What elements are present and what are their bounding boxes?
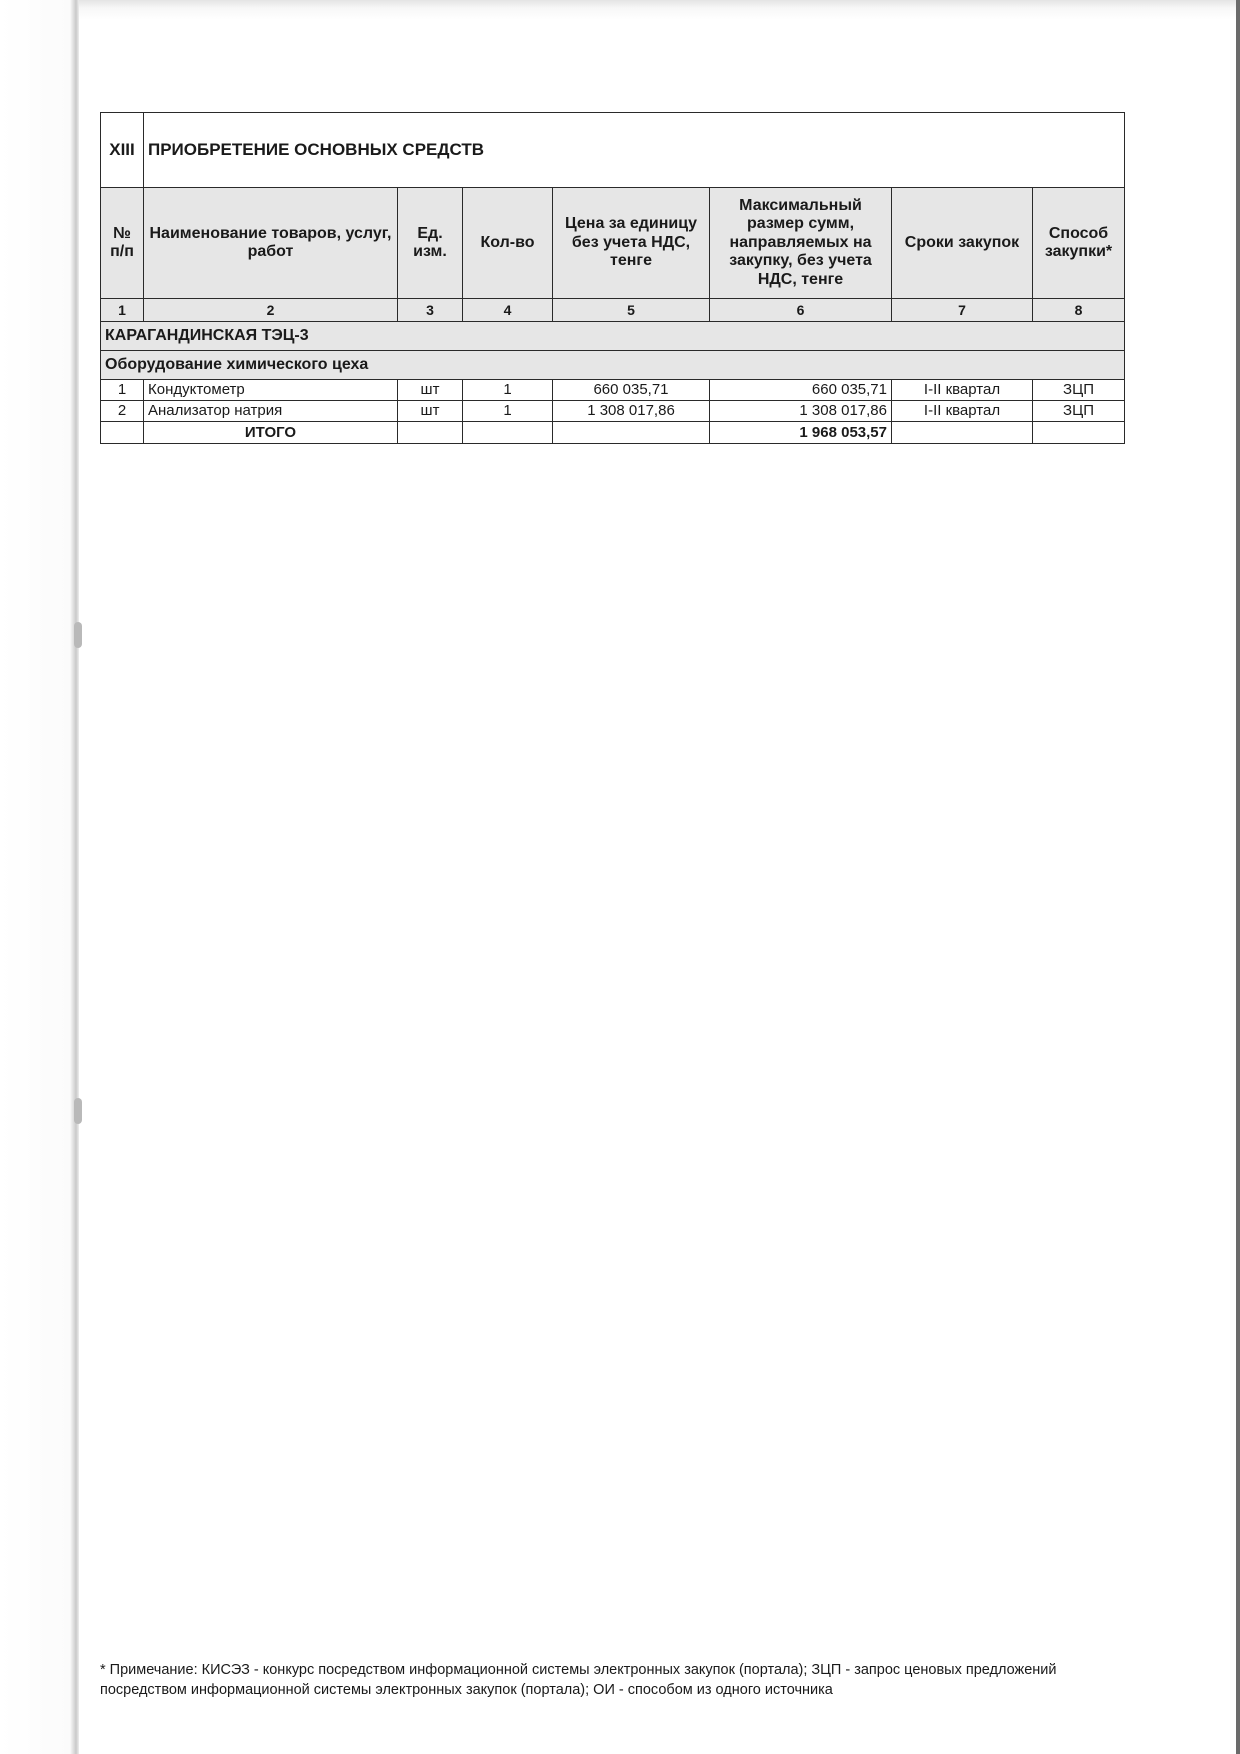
column-number: 4 xyxy=(463,299,553,322)
organization-row xyxy=(101,322,1125,351)
total-empty-cell xyxy=(398,422,463,444)
item-unit-price: 1 308 017,86 xyxy=(553,401,710,422)
column-header: Наименование товаров, услуг, работ xyxy=(144,188,398,299)
section-header-row xyxy=(101,113,1125,188)
punch-hole-mark xyxy=(74,1098,82,1124)
column-number: 1 xyxy=(101,299,144,322)
organization-name: КАРАГАНДИНСКАЯ ТЭЦ-3 xyxy=(101,322,1125,351)
column-number: 2 xyxy=(144,299,398,322)
scan-top-edge xyxy=(79,0,1240,20)
column-header: Сроки закупок xyxy=(892,188,1033,299)
column-number: 6 xyxy=(710,299,892,322)
item-max-amount: 1 308 017,86 xyxy=(710,401,892,422)
row-number: 2 xyxy=(101,401,144,422)
column-number: 3 xyxy=(398,299,463,322)
item-unit-price: 660 035,71 xyxy=(553,380,710,401)
table-row xyxy=(101,401,1125,422)
total-empty-cell xyxy=(892,422,1033,444)
group-row xyxy=(101,351,1125,380)
item-period: I-II квартал xyxy=(892,380,1033,401)
item-unit: шт xyxy=(398,380,463,401)
total-empty-cell xyxy=(101,422,144,444)
total-empty-cell xyxy=(553,422,710,444)
column-header: Способ закупки* xyxy=(1033,188,1125,299)
total-amount: 1 968 053,57 xyxy=(710,422,892,444)
scan-right-edge xyxy=(1236,0,1240,1754)
column-number: 8 xyxy=(1033,299,1125,322)
total-row xyxy=(101,422,1125,444)
item-quantity: 1 xyxy=(463,380,553,401)
section-title: ПРИОБРЕТЕНИЕ ОСНОВНЫХ СРЕДСТВ xyxy=(144,113,1125,188)
table-header-row xyxy=(101,188,1125,299)
total-empty-cell xyxy=(1033,422,1125,444)
item-max-amount: 660 035,71 xyxy=(710,380,892,401)
column-number: 5 xyxy=(553,299,710,322)
row-number: 1 xyxy=(101,380,144,401)
item-name: Кондуктометр xyxy=(144,380,398,401)
total-empty-cell xyxy=(463,422,553,444)
item-method: ЗЦП xyxy=(1033,380,1125,401)
column-header: Максимальный размер сумм, направляемых на закупку, без учета НДС, тенге xyxy=(710,188,892,299)
column-number-row xyxy=(101,299,1125,322)
item-period: I-II квартал xyxy=(892,401,1033,422)
group-name: Оборудование химического цеха xyxy=(101,351,1125,380)
column-number: 7 xyxy=(892,299,1033,322)
total-label: ИТОГО xyxy=(144,422,398,444)
item-method: ЗЦП xyxy=(1033,401,1125,422)
footnote: * Примечание: КИСЭЗ - конкурс посредством информационной системы электронных закупок (портала); ЗЦП - запрос ценовых предложений посредством информационной системы электронных закупок (портала); ОИ - способом из одного источника xyxy=(100,1662,1057,1698)
punch-hole-mark xyxy=(74,622,82,648)
section-number: XIII xyxy=(101,113,144,188)
procurement-table xyxy=(100,112,1125,444)
item-name: Анализатор натрия xyxy=(144,401,398,422)
item-unit: шт xyxy=(398,401,463,422)
column-header: Кол-во xyxy=(463,188,553,299)
column-header: Цена за единицу без учета НДС, тенге xyxy=(553,188,710,299)
scan-left-edge xyxy=(0,0,79,1754)
column-header: № п/п xyxy=(101,188,144,299)
column-header: Ед. изм. xyxy=(398,188,463,299)
table-row xyxy=(101,380,1125,401)
item-quantity: 1 xyxy=(463,401,553,422)
